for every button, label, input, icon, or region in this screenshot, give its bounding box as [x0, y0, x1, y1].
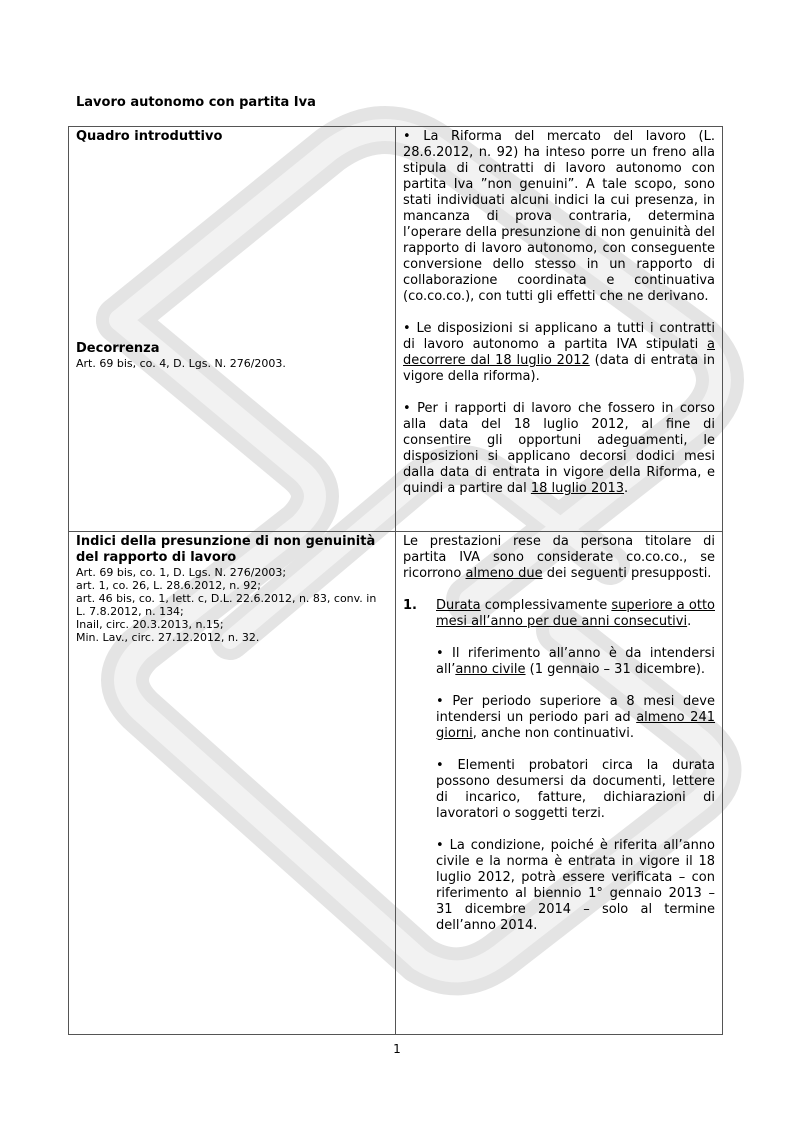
right-cell	[396, 127, 723, 532]
section-heading-indici: Indici della presunzione di non genuinità del rapporto di lavoro	[76, 534, 376, 565]
section-heading-quadro: Quadro introduttivo	[76, 129, 223, 144]
left-cell	[69, 127, 396, 532]
right-cell	[396, 532, 723, 1035]
paragraph-presupposti: Le prestazioni rese da persona titolare di partita IVA sono considerate co.co.co., se ricorrono almeno due dei seguenti presupposti.	[403, 534, 715, 581]
item-number: 1.	[403, 598, 417, 613]
item-title: Durata complessivamente superiore a otto mesi all’anno per due anni consecutivi.	[436, 598, 715, 629]
legal-reference: Inail, circ. 20.3.2013, n.15;	[76, 618, 224, 631]
bullet-elementi-probatori: • Elementi probatori circa la durata possono desumersi da documenti, lettere di incarico, fatture, dichiarazioni di lavoratori o soggetti terzi.	[436, 758, 715, 821]
content-table	[68, 126, 723, 1035]
document-title: Lavoro autonomo con partita Iva	[76, 95, 316, 110]
table-row	[69, 532, 723, 1035]
paragraph-transitorio: • Per i rapporti di lavoro che fossero in corso alla data del 18 luglio 2012, al fine di consentire gli opportuni adeguamenti, le disposizioni si applicano decorsi dodici mesi dalla data di entrata in vigore della Riforma, e quindi a partire dal 18 luglio 2013.	[403, 401, 715, 496]
legal-reference: art. 1, co. 26, L. 28.6.2012, n. 92;	[76, 579, 261, 592]
bullet-periodo: • Per periodo superiore a 8 mesi deve intendersi un periodo pari ad almeno 241 giorni, anche non continuativi.	[436, 694, 715, 741]
table-row	[69, 127, 723, 532]
paragraph-intro: • La Riforma del mercato del lavoro (L. 28.6.2012, n. 92) ha inteso porre un freno alla stipula di contratti di lavoro autonomo con partita Iva ”non genuini”. A tale scopo, sono stati individuati alcuni indici la cui presenza, in mancanza di prova contraria, determina l’operare della presunzione di non genuinità del rapporto di lavoro autonomo, con conseguente conversione dello stesso in un rapporto di collaborazione coordinata e continuativa (co.co.co.), con tutti gli effetti che ne derivano.	[403, 129, 715, 304]
bullet-anno-civile: • Il riferimento all’anno è da intendersi all’anno civile (1 gennaio – 31 dicembre).	[436, 646, 715, 677]
section-heading-decorrenza: Decorrenza	[76, 341, 160, 356]
page-number: 1	[393, 1042, 401, 1056]
legal-reference: Art. 69 bis, co. 4, D. Lgs. N. 276/2003.	[76, 357, 286, 370]
numbered-item	[403, 598, 715, 950]
bullet-condizione: • La condizione, poiché è riferita all’anno civile e la norma è entrata in vigore il 18 luglio 2012, potrà essere verificata – con riferimento al biennio 1° gennaio 2013 – 31 dicembre 2014 – solo al termine dell’anno 2014.	[436, 838, 715, 933]
legal-reference: Art. 69 bis, co. 1, D. Lgs. N. 276/2003;	[76, 566, 287, 579]
left-cell	[69, 532, 396, 1035]
paragraph-decorrenza: • Le disposizioni si applicano a tutti i contratti di lavoro autonomo a partita IVA stipulati a decorrere dal 18 luglio 2012 (data di entrata in vigore della riforma).	[403, 321, 715, 384]
legal-reference: Min. Lav., circ. 27.12.2012, n. 32.	[76, 631, 260, 644]
legal-reference: art. 46 bis, co. 1, lett. c, D.L. 22.6.2012, n. 83, conv. in L. 7.8.2012, n. 134;	[76, 592, 377, 618]
